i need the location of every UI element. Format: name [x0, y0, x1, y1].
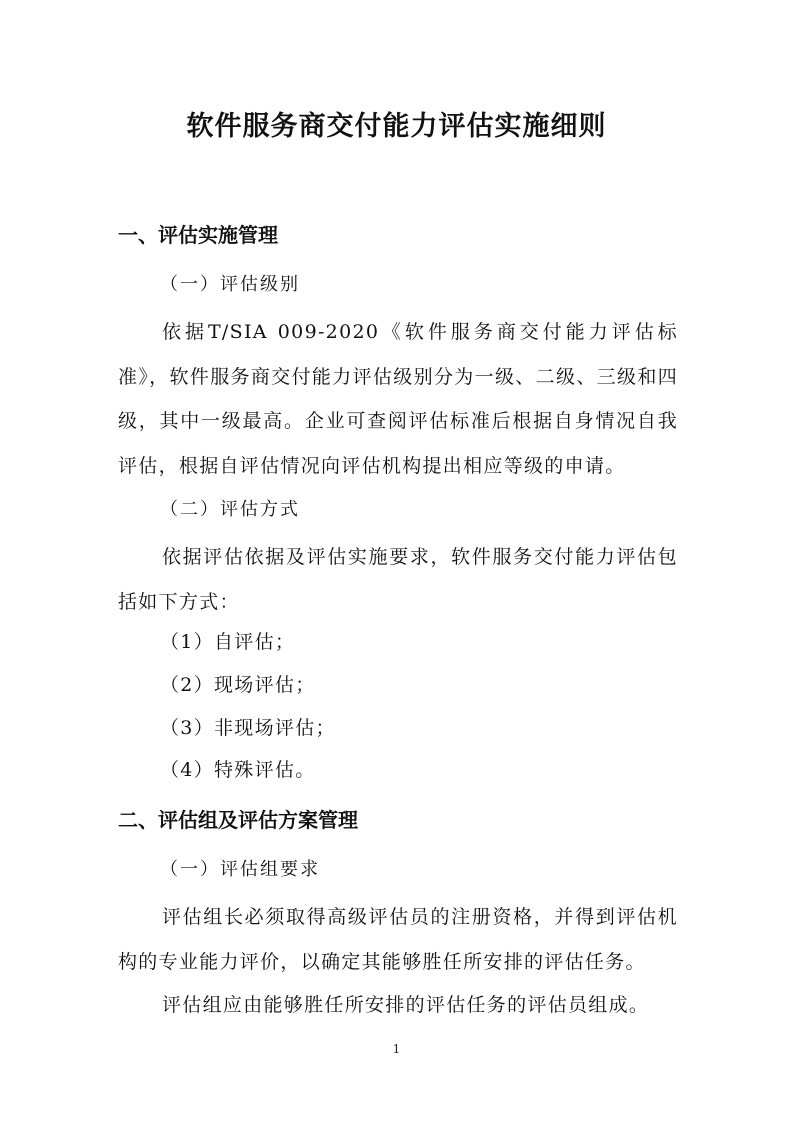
paragraph-evaluation-level: 依据T/SIA 009-2020《软件服务商交付能力评估标准》，软件服务商交付能力评估级别分为一级、二级、三级和四级，其中一级最高。企业可查阅评估标准后根据自身情况自我评估，根据自评估情况向评估机构提出相应等级的申请。	[118, 321, 678, 477]
list-item: （2）现场评估；	[160, 674, 316, 696]
paragraph-team-composition: 评估组应由能够胜任所安排的评估任务的评估员组成。	[162, 994, 650, 1016]
list-item: （4）特殊评估。	[160, 759, 316, 781]
paragraph-team-leader: 评估组长必须取得高级评估员的注册资格，并得到评估机构的专业能力评价，以确定其能够胜任所安排的评估任务。	[118, 906, 678, 973]
subsection-heading-evaluation-method: （二）评估方式	[160, 499, 300, 520]
page-number: 1	[392, 1042, 401, 1056]
paragraph-evaluation-method: 依据评估依据及评估实施要求，软件服务交付能力评估包括如下方式：	[118, 546, 678, 613]
list-item: （3）非现场评估；	[160, 717, 336, 739]
list-item: （1）自评估；	[160, 631, 296, 653]
document-title: 软件服务商交付能力评估实施细则	[186, 111, 607, 142]
subsection-heading-evaluation-level: （一）评估级别	[160, 274, 300, 295]
section-heading-1: 一、评估实施管理	[118, 223, 278, 247]
section-heading-2: 二、评估组及评估方案管理	[118, 808, 358, 832]
subsection-heading-team-requirements: （一）评估组要求	[160, 859, 320, 880]
